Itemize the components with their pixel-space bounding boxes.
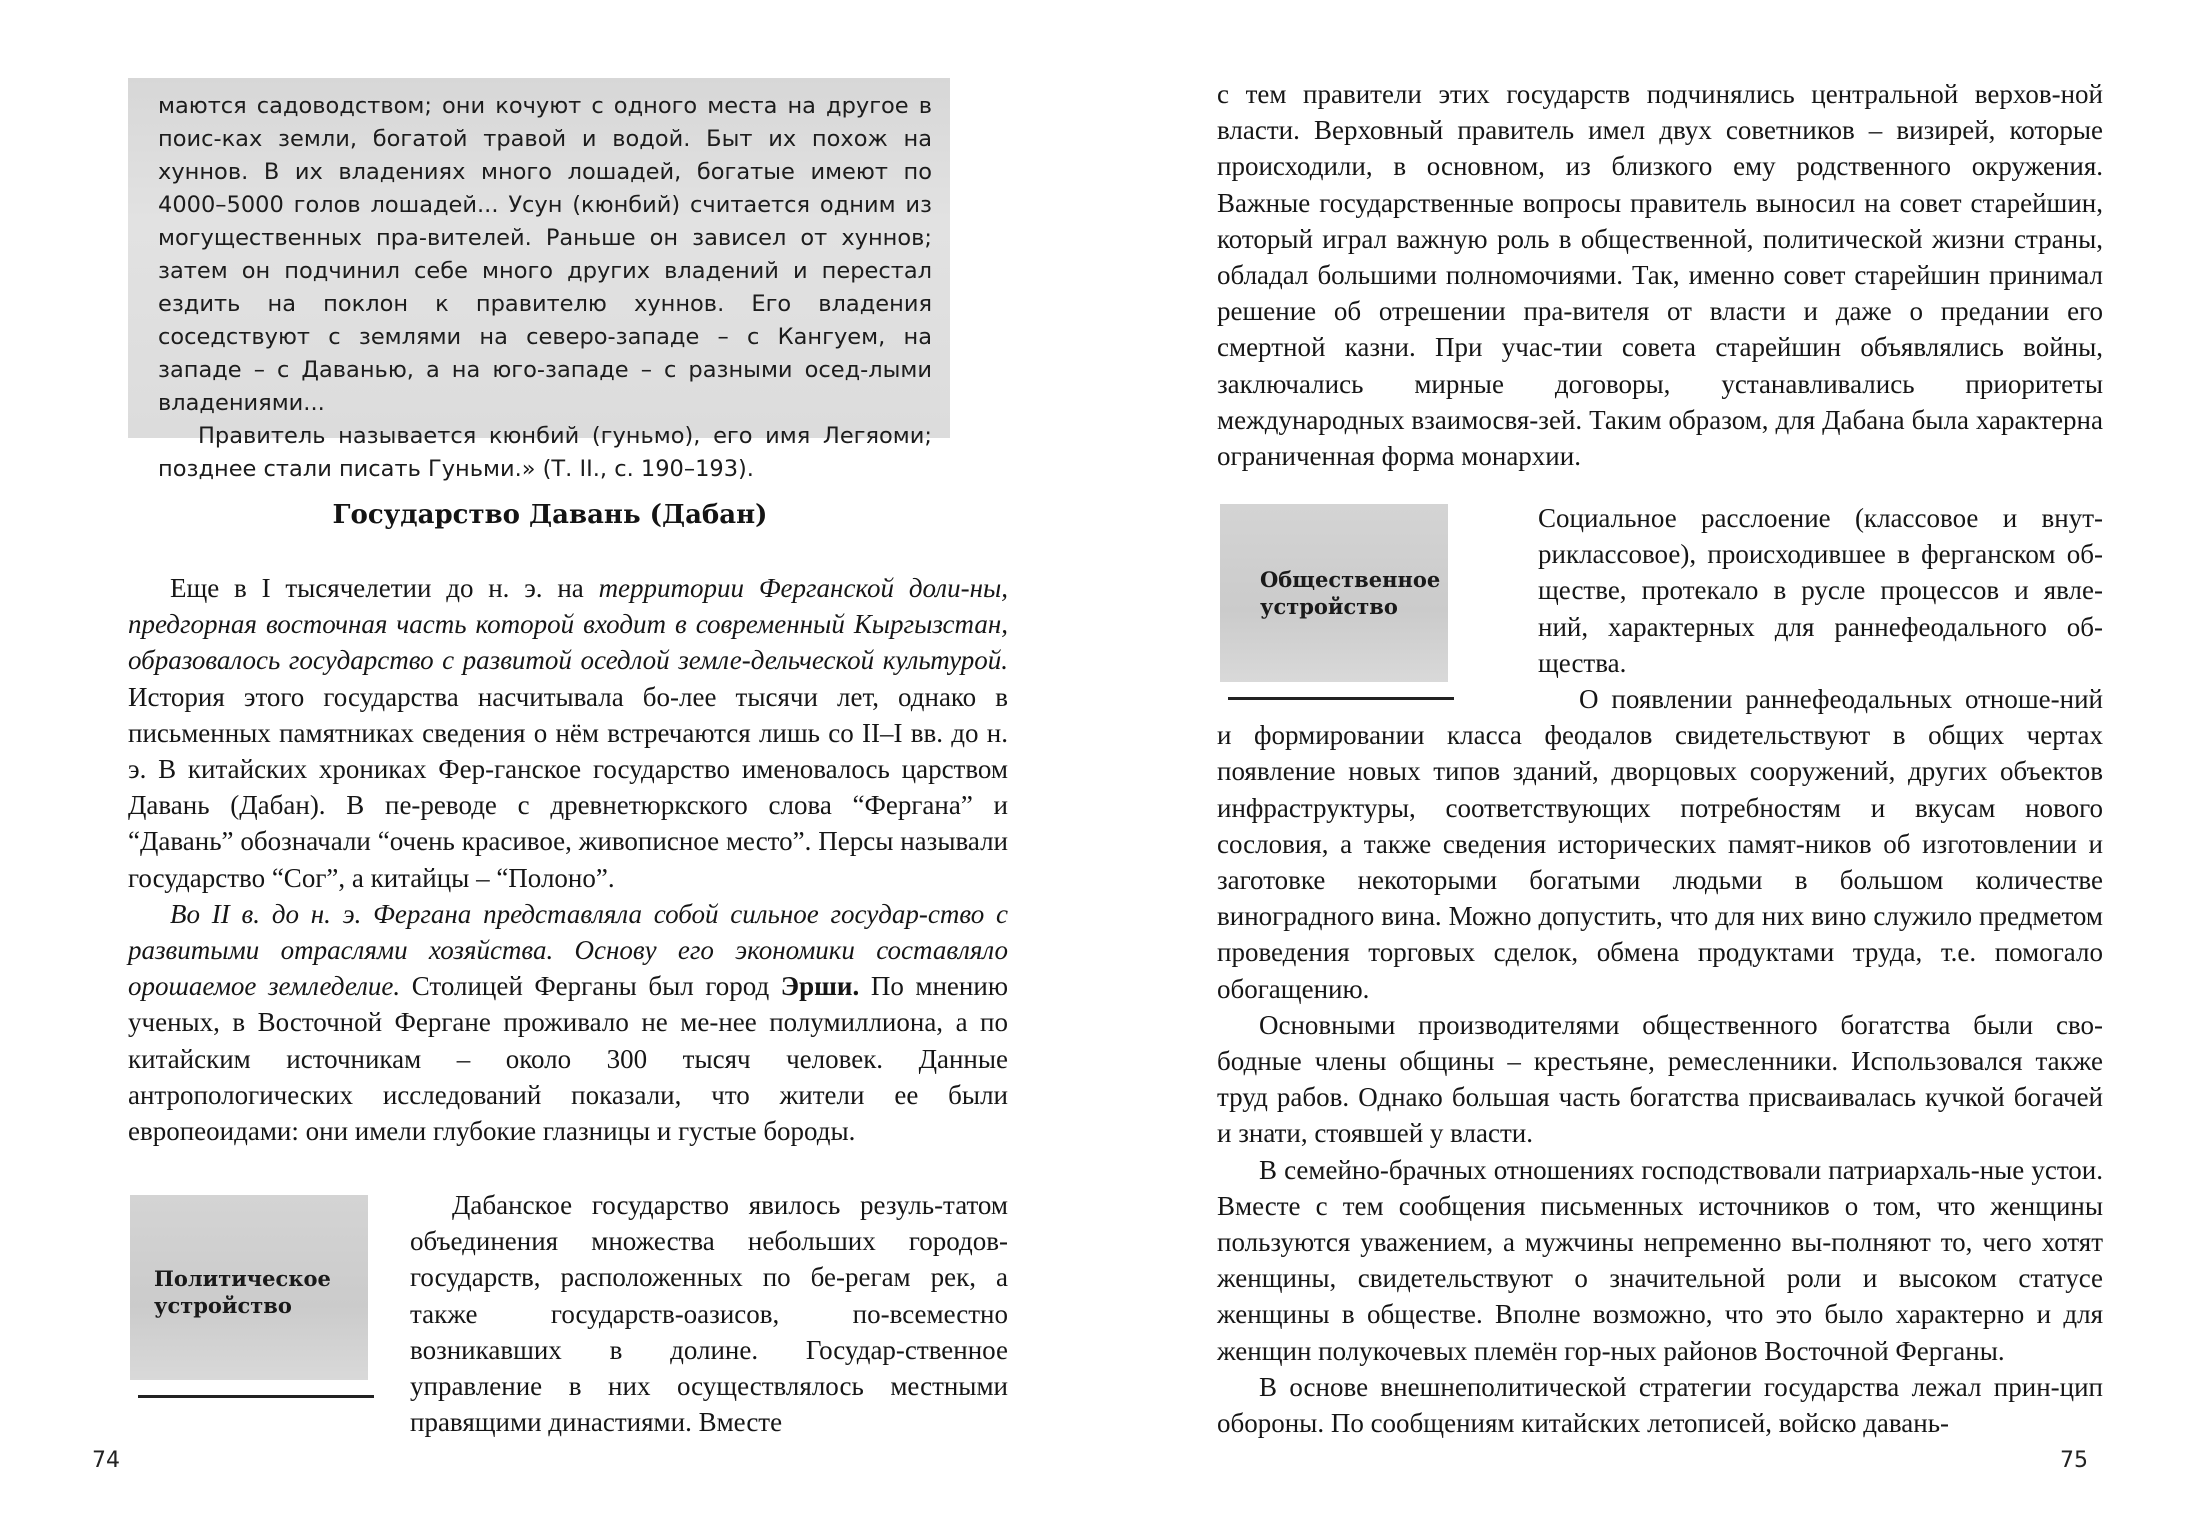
text-run: По мнению ученых, в Восточной Фергане проживало не ме-нее полумиллиона, а по китайским источникам – около 300 тысяч человек. Данные антропологических исследований показали, что жители ее были европеоидами: они имели глубокие глазницы и густые бороды. xyxy=(128,971,1008,1147)
sidebox-political xyxy=(130,1195,368,1380)
paragraph: с тем правители этих государств подчинялись центральной верхов-ной власти. Верховный правитель имел двух советников – визирей, которые происходили, в основном, из близкого ему родственного окружения. Важные государственные вопросы правитель выносил на совет старейшин, который играл важную роль в общественной, политической жизни страны, обладал большими полномочиями. Так, именно совет старейшин принимал решение об отрешении пра-вителя от власти и даже о предании его смертной казни. При учас-тии совета старейшин объявлялись войны, заключались мирные договоры, устанавливались приоритеты международных взаимосвя-зей. Таким образом, для Дабана была характерна ограниченная форма монархии. xyxy=(1217,79,2103,472)
bold-text-run: Эрши. xyxy=(780,971,860,1002)
body-text-right-top xyxy=(1217,76,2103,474)
text-run: О появлении раннефеодальных отноше-ний и формировании класса феодалов свидетельствуют в общих чертах появление новых типов зданий, дворцовых сооружений, других объектов инфраструктуры, соответствующих потребностям и вкусам нового сословия, а также сведения исторических памят-ников об изготовлении и заготовке некоторыми богатыми людьми в большом количестве виноградного вина. Можно допустить, что для них вино служило предметом проведения торговых сделок, обмена продуктами труда, т.е. помогало обогащению. xyxy=(1217,684,2103,1004)
right-page xyxy=(1100,0,2201,1513)
paragraph: Дабанское государство явилось резуль-татом объединения множества небольших городов-государств, расположенных по бе-регам рек, а также государств-оазисов, по-всеместно возникавших в долине. Государ-ственное управление в них осуществлялось местными правящими династиями. Вместе xyxy=(410,1190,1008,1438)
paragraph: Основными производителями общественного богатства были сво-бодные члены общины – крестьяне, ремесленники. Использовался также труд рабов. Однако большая часть богатства присваивалась кучкой богачей и знати, стоявшей у власти. xyxy=(1217,1009,2103,1149)
quote-box xyxy=(128,78,950,482)
sidebox-rule xyxy=(138,1395,374,1398)
paragraph: Социальное расслоение (классовое и внут-риклассовое), происходившее в ферганском об-ществе, протекало в русле процессов и явле-ний, характерных для раннефеодального об-щества. xyxy=(1538,503,2103,678)
body-text-right-side xyxy=(1538,500,2103,681)
sidebox-label: Общественное устройство xyxy=(1260,567,1441,619)
quote-paragraph: Правитель называется кюнбий (гуньмо), его имя Легяоми; позднее стали писать Гуньми.» (Т. II., с. 190–193). xyxy=(158,423,932,482)
text-run: Еще в I тысячелетии до н. э. на xyxy=(170,573,599,603)
paragraph: В основе внешнеполитической стратегии государства лежал прин-цип обороны. По сообщениям китайских летописей, войско давань- xyxy=(1217,1371,2103,1439)
italic-text-run: территории Ферганской доли-ны, предгорная восточная часть которой входит в современный Кыргызстан, образовалось государство с развитой оседлой земле-дельческой культурой. xyxy=(128,573,1009,676)
text-run: История этого государства насчитывала бо-лее тысячи лет, однако в письменных памятниках сведения о нём встречаются лишь со II–I вв. до н. э. В китайских хрониках Фер-ганское государство именовалось царством Давань (Дабан). В пе-реводе с древнетюркского слова “Фергана” и “Давань” обозначали “очень красивое, живописное место”. Персы называли государство “Сог”, а китайцы – “Полоно”. xyxy=(128,681,1008,893)
paragraph xyxy=(128,570,1008,896)
page-number: 75 xyxy=(2060,1448,2088,1473)
paragraph xyxy=(128,896,1008,1149)
text-run: Столицей Ферганы был город xyxy=(400,971,781,1002)
quote-paragraph: маются садоводством; они кочуют с одного места на другое в поис-ках земли, богатой травой и водой. Быт их похож на хуннов. В их владениях много лошадей, богатые имеют по 4000–5000 голов лошадей... Усун (кюнбий) считается одним из могущественных пра-вителей. Раньше он зависел от хуннов; затем он подчинил себе много других владений и перестал ездить на поклон к правителю хуннов. Его владения соседствуют с землями на северо-западе – с Кангуем, на западе – с Даванью, а на юго-западе – с разными осед-лыми владениями... xyxy=(158,93,932,416)
paragraph: В семейно-брачных отношениях господствовали патриархаль-ные устои. Вместе с тем сообщения письменных источников о том, что женщины пользуются уважением, а мужчины непременно вы-полняют то, чего хотят женщины, свидетельствуют о значительной роли и высоком статусе женщины в обществе. Вполне возможно, что это было характерно и для женщин полукочевых племён гор-ных районов Восточной Ферганы. xyxy=(1217,1154,2103,1366)
sidebox-label: Политическое устройство xyxy=(154,1266,331,1318)
left-page xyxy=(0,0,1100,1513)
body-text-left-top xyxy=(128,570,1008,1149)
paragraph xyxy=(1217,681,2103,1007)
sidebox-social xyxy=(1220,504,1448,682)
section-heading: Государство Давань (Дабан) xyxy=(332,500,768,530)
page-number: 74 xyxy=(92,1448,120,1473)
italic-text-run: Во II в. до н. э. Фергана представляла собой сильное государ-ство с развитыми отраслями хозяйства. Основу его экономики составляло орошаемое земледелие. xyxy=(128,898,1008,1002)
body-text-right-bottom xyxy=(1217,681,2103,1441)
body-text-left-bottom xyxy=(410,1187,1008,1440)
